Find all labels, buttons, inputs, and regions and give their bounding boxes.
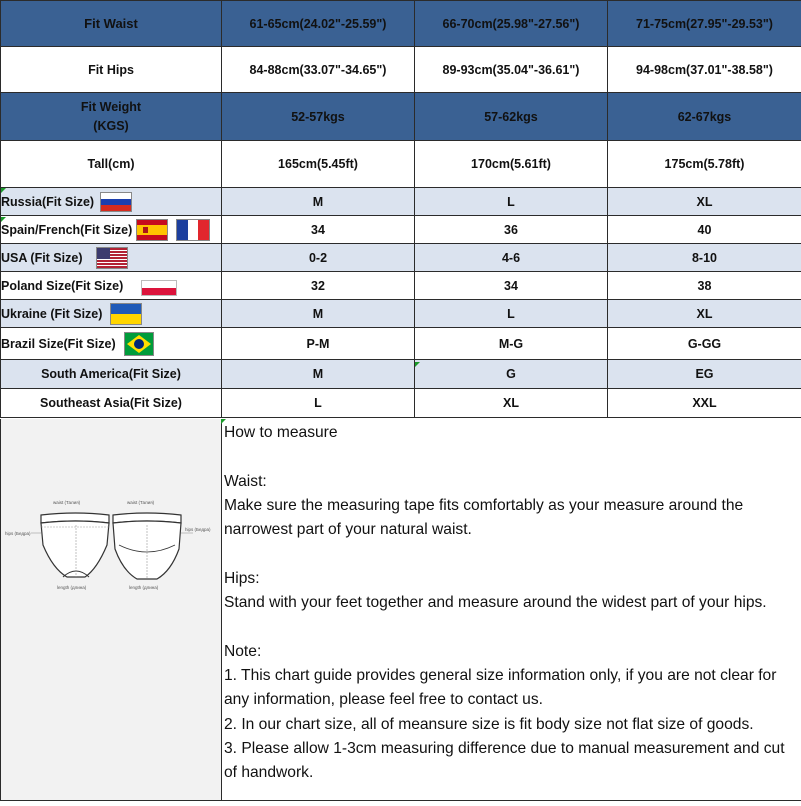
note-1: 1. This chart guide provides general size information only, if you are not clear for any information, please feel free to contact us.	[224, 664, 796, 713]
size-row-ukraine	[1, 300, 801, 328]
waist-text: Make sure the measuring tape fits comfortably as your measure around the narrowest part of your natural waist.	[224, 494, 796, 543]
fit-waist-col-3: 71-75cm(27.95"-29.53")	[608, 1, 801, 47]
note-3: 3. Please allow 1-3cm measuring difference due to manual measurement and cut of handwork.	[224, 737, 796, 786]
russia-flag-icon	[100, 192, 132, 212]
hips-heading: Hips:	[224, 567, 796, 591]
size-cell: 0-2	[222, 244, 415, 272]
row-label: Russia(Fit Size)	[1, 195, 94, 209]
size-cell: L	[415, 300, 608, 328]
tall-label: Tall(cm)	[1, 141, 222, 188]
size-row-spain-french	[1, 216, 801, 244]
row-label-cell	[1, 188, 222, 216]
tall-row	[1, 141, 801, 188]
cell-corner-marker	[415, 362, 420, 367]
size-cell: 34	[222, 216, 415, 244]
fit-weight-col-2: 57-62kgs	[415, 93, 608, 141]
size-cell: 34	[415, 272, 608, 300]
spacer	[224, 445, 796, 469]
tall-col-1: 165cm(5.45ft)	[222, 141, 415, 188]
usa-flag-icon	[96, 247, 128, 269]
fit-hips-label: Fit Hips	[1, 47, 222, 93]
measurement-instructions	[221, 419, 801, 801]
size-cell: M	[222, 188, 415, 216]
row-label-cell	[1, 328, 222, 360]
fit-hips-row	[1, 47, 801, 93]
spacer	[224, 542, 796, 566]
hips-label-right: hips (Бедра)	[185, 527, 211, 532]
instructions-text	[224, 421, 796, 785]
poland-flag-icon	[141, 280, 177, 296]
note-2: 2. In our chart size, all of meansure size is fit body size not flat size of goods.	[224, 713, 796, 737]
row-label: USA (Fit Size)	[1, 251, 82, 265]
length-label-left: length (длина)	[57, 585, 87, 590]
size-cell: 8-10	[608, 244, 801, 272]
cell-corner-marker	[1, 188, 6, 193]
waist-label-right: waist (Талия)	[127, 500, 155, 505]
fit-hips-col-1: 84-88cm(33.07"-34.65")	[222, 47, 415, 93]
how-to-measure-section	[0, 419, 801, 801]
size-cell: G-GG	[608, 328, 801, 360]
waist-label-left: waist (Талия)	[53, 500, 81, 505]
size-cell: XL	[608, 188, 801, 216]
row-label: Brazil Size(Fit Size)	[1, 337, 116, 351]
size-cell: XXL	[608, 389, 801, 418]
row-label: Poland Size(Fit Size)	[1, 279, 123, 293]
cell-corner-marker	[1, 217, 6, 222]
note-heading: Note:	[224, 640, 796, 664]
fit-waist-col-1: 61-65cm(24.02"-25.59")	[222, 1, 415, 47]
fit-hips-col-2: 89-93cm(35.04"-36.61")	[415, 47, 608, 93]
size-cell: M	[222, 360, 415, 389]
fit-hips-col-3: 94-98cm(37.01"-38.58")	[608, 47, 801, 93]
measurement-illustration	[0, 419, 222, 801]
hips-label-left: hips (Бедра)	[5, 531, 31, 536]
length-label-right: length (длина)	[129, 585, 159, 590]
tall-col-2: 170cm(5.61ft)	[415, 141, 608, 188]
size-cell: 32	[222, 272, 415, 300]
size-cell: M	[222, 300, 415, 328]
size-cell: XL	[415, 389, 608, 418]
row-label-cell	[1, 216, 222, 244]
fit-weight-col-1: 52-57kgs	[222, 93, 415, 141]
fit-waist-label: Fit Waist	[1, 1, 222, 47]
fit-waist-col-2: 66-70cm(25.98"-27.56")	[415, 1, 608, 47]
row-label-cell	[1, 244, 222, 272]
size-cell: XL	[608, 300, 801, 328]
fit-weight-row	[1, 93, 801, 141]
waist-heading: Waist:	[224, 470, 796, 494]
size-row-southeast-asia	[1, 389, 801, 418]
size-cell: M-G	[415, 328, 608, 360]
size-cell: L	[415, 188, 608, 216]
row-label: Southeast Asia(Fit Size)	[1, 389, 222, 418]
row-label: South America(Fit Size)	[1, 360, 222, 389]
size-row-south-america	[1, 360, 801, 389]
size-row-brazil	[1, 328, 801, 360]
spacer	[224, 615, 796, 639]
size-row-russia	[1, 188, 801, 216]
france-flag-icon	[176, 219, 210, 241]
size-row-poland	[1, 272, 801, 300]
spain-flag-icon	[136, 219, 168, 241]
size-cell: P-M	[222, 328, 415, 360]
fit-weight-col-3: 62-67kgs	[608, 93, 801, 141]
brazil-flag-icon	[124, 332, 154, 356]
size-cell: 40	[608, 216, 801, 244]
row-label: Ukraine (Fit Size)	[1, 307, 102, 321]
size-cell: EG	[608, 360, 801, 389]
size-cell: G	[415, 360, 608, 389]
instructions-title: How to measure	[224, 421, 796, 445]
tall-col-3: 175cm(5.78ft)	[608, 141, 801, 188]
fit-weight-label-line2: (KGS)	[1, 117, 221, 136]
size-row-usa	[1, 244, 801, 272]
ukraine-flag-icon	[110, 303, 142, 325]
fit-waist-row	[1, 1, 801, 47]
hips-text: Stand with your feet together and measure around the widest part of your hips.	[224, 591, 796, 615]
size-cell: 4-6	[415, 244, 608, 272]
underwear-diagram-icon	[1, 419, 221, 801]
size-cell: 36	[415, 216, 608, 244]
fit-weight-label-line1: Fit Weight	[1, 98, 221, 117]
fit-weight-label	[1, 93, 222, 141]
row-label: Spain/French(Fit Size)	[1, 223, 132, 237]
size-cell: 38	[608, 272, 801, 300]
size-cell: L	[222, 389, 415, 418]
row-label-cell	[1, 272, 222, 300]
row-label-cell	[1, 300, 222, 328]
